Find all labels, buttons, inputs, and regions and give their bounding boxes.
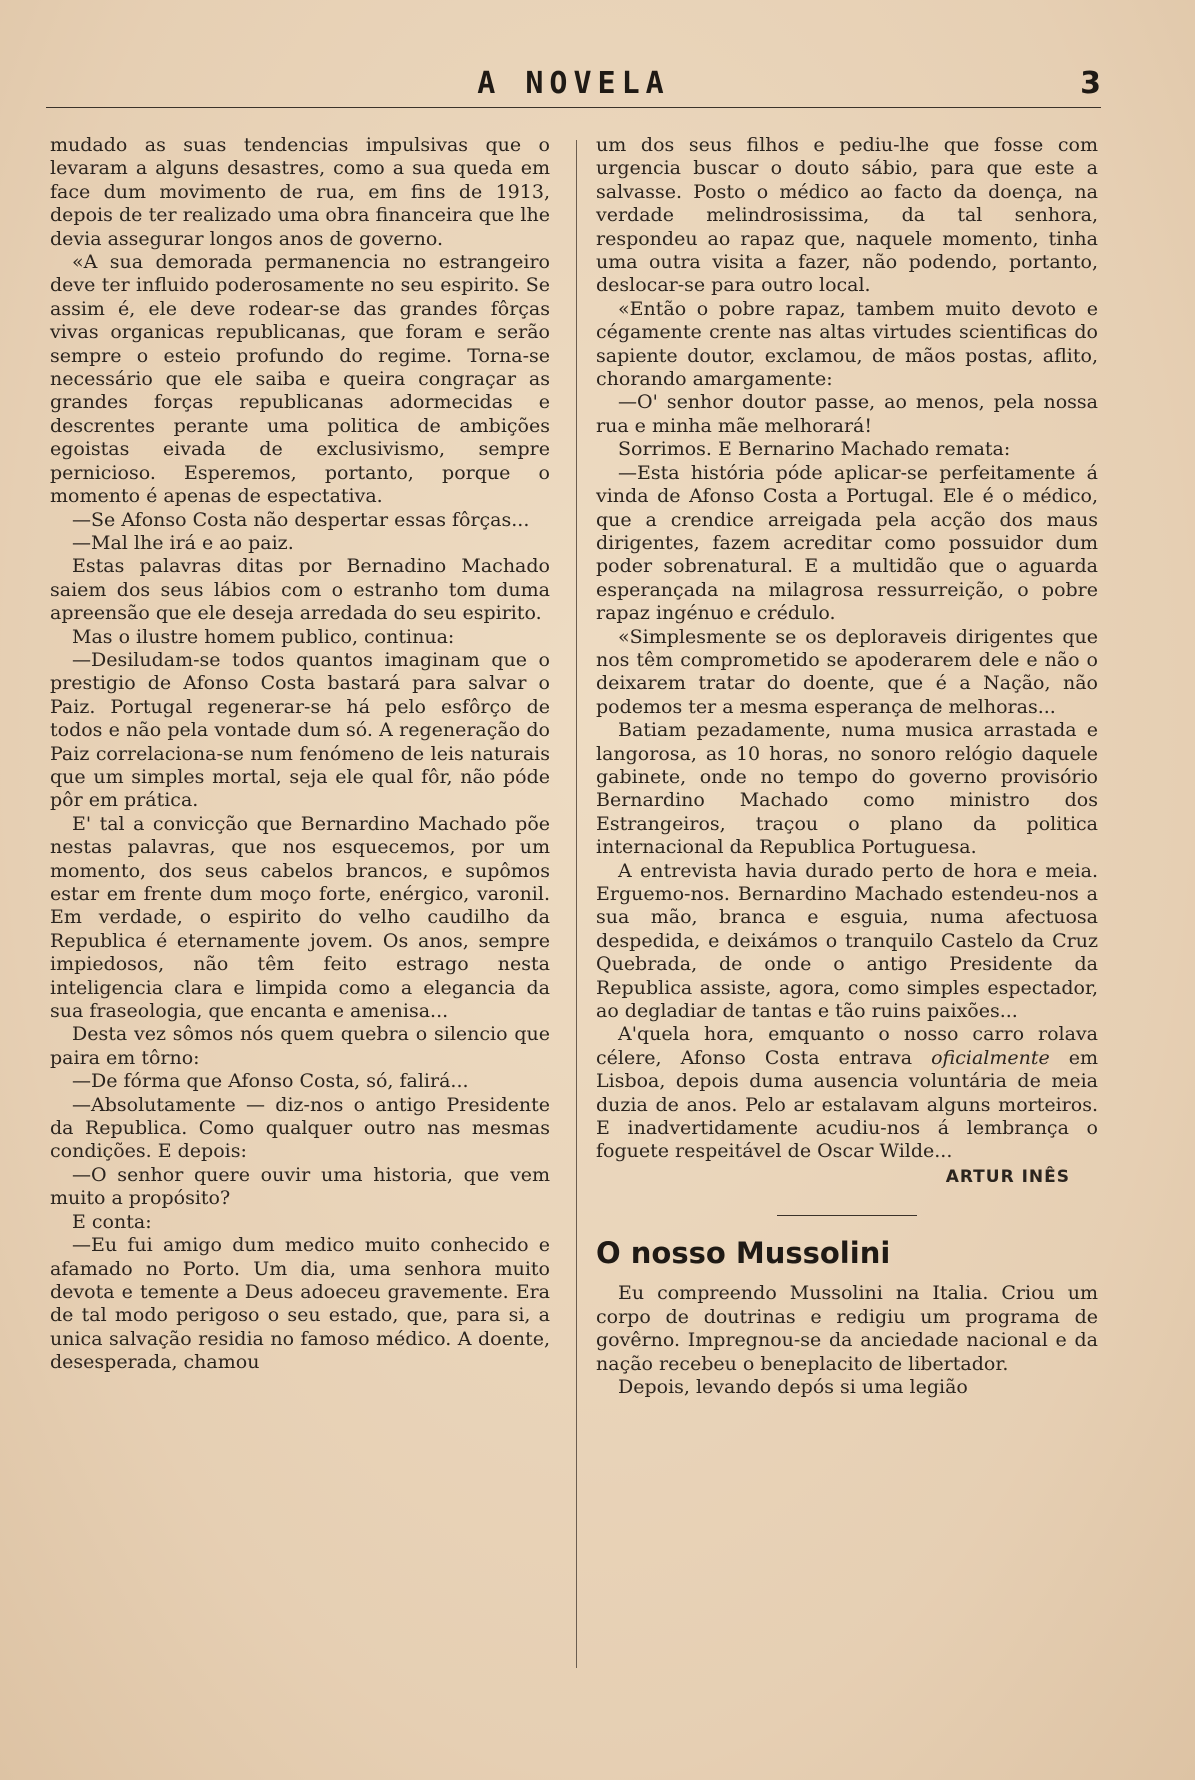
paragraph: Mas o ilustre homem publico, continua: (72, 625, 455, 648)
paragraph: E' tal a convicção que Bernardino Machado põe nestas palavras, que nos esquecemos, por um momento, dos seus cabelos brancos, e supômos estar em frente dum moço forte, enérgico, varonil. Em verdade, o espirito do velho caudilho da Republica é eternamente jovem. Os anos, sempre impiedosos, não têm feito estrago nesta inteligencia clara e limpida como a elegancia da sua fraseologia, que encanta e amenisa... (50, 812, 550, 1023)
right-column (596, 134, 1098, 1399)
paragraph: —Desiludam-se todos quantos imaginam que o prestigio de Afonso Costa bastará para salvar o Paiz. Portugal regenerar-se há pelo esfôrço de todos e não pela vontade dum só. A regeneração do Paiz correlaciona-se num fenómeno de leis naturais que um simples mortal, seja ele qual fôr, não póde pôr em prática. (50, 648, 550, 812)
page-header (46, 66, 1101, 106)
paragraph: Eu compreendo Mussolini na Italia. Criou um corpo de doutrinas e redigiu um programa de govêrno. Impregnou-se da anciedade nacional e da nação recebeu o beneplacito de libertador. (596, 1282, 1098, 1375)
paragraph: Estas palavras ditas por Bernadino Machado saiem dos seus lábios com o estranho tom duma apreensão que ele deseja arredada do seu espirito. (50, 555, 550, 625)
section-title: O nosso Mussolini (596, 1236, 891, 1271)
section-separator (777, 1215, 917, 1216)
paragraph: «A sua demorada permanencia no estrangeiro deve ter influido poderosamente no seu espirito. Se assim é, ele deve rodear-se das grandes fôrças vivas organicas republicanas, que foram e serão sempre o esteio profundo do regime. Torna-se necessário que ele saiba e queira congraçar as grandes forças republicanas adormecidas e descrentes perante uma politica de ambições egoistas eivada de exclusivismo, sempre pernicioso. Esperemos, portanto, porque o momento é apenas de espectativa. (50, 251, 550, 508)
paragraph: —Esta história póde aplicar-se perfeitamente á vinda de Afonso Costa a Portugal. Ele é o médico, que a crendice arreigada pela acção dos maus dirigentes, fazem acreditar como possuidor dum poder sobrenatural. E a multidão que o aguarda esperançada na milagrosa ressurreição, o pobre rapaz ingénuo e crédulo. (596, 461, 1098, 625)
left-column (50, 134, 550, 1375)
paragraph: —De fórma que Afonso Costa, só, falirá... (72, 1070, 469, 1093)
author-signature: ARTUR INÊS (945, 1166, 1070, 1187)
paragraph: «Simplesmente se os deploraveis dirigentes que nos têm comprometido se apoderarem dele e não o deixarem tratar do doente, que é a Nação, não podemos ter a mesma esperança de melhoras... (596, 625, 1098, 718)
header-rule (46, 107, 1101, 108)
paragraph: Sorrimos. E Bernarino Machado remata: (618, 438, 1011, 461)
paragraph: Batiam pezadamente, numa musica arrastada e langorosa, as 10 horas, no sonoro relógio daquele gabinete, onde no tempo do governo provisório Bernardino Machado como ministro dos Estrangeiros, traçou o plano da politica internacional da Republica Portuguesa. (596, 719, 1098, 859)
page-number: 3 (1080, 66, 1101, 101)
paragraph: —O senhor quere ouvir uma historia, que vem muito a propósito? (50, 1163, 550, 1210)
text-run: A'quela hora, emquanto o nosso carro rolava célere, Afonso Costa entrava (596, 1023, 1098, 1069)
paragraph: —O' senhor doutor passe, ao menos, pela nossa rua e minha mãe melhorará! (596, 391, 1098, 437)
paragraph: E conta: (72, 1210, 152, 1233)
italic-text: oficialmente (931, 1046, 1050, 1069)
paragraph: —Mal lhe irá e ao paiz. (72, 531, 294, 554)
paragraph (596, 1023, 1098, 1163)
text-run: em Lisboa, depois duma ausencia voluntária de meia duzia de anos. Pelo ar estalavam alguns morteiros. E inadvertidamente acudiu-nos á lembrança o foguete respeitável de Oscar Wilde... (596, 1046, 1098, 1163)
paragraph: —Absolutamente — diz-nos o antigo Presidente da Republica. Como qualquer outro nas mesmas condições. E depois: (50, 1093, 550, 1163)
masthead: A NOVELA (477, 66, 670, 101)
paragraph: A entrevista havia durado perto de hora e meia. Erguemo-nos. Bernardino Machado estendeu-nos a sua mão, branca e esguia, numa afectuosa despedida, e deixámos o tranquilo Castelo da Cruz Quebrada, de onde o antigo Presidente da Republica assiste, agora, como simples espectador, ao degladiar de tantas e tão ruins paixões... (596, 859, 1098, 1023)
paragraph: «Então o pobre rapaz, tambem muito devoto e cégamente crente nas altas virtudes scientificas do sapiente doutor, exclamou, de mãos postas, aflito, chorando amargamente: (596, 297, 1098, 391)
paragraph: Depois, levando depós si uma legião (618, 1375, 968, 1398)
column-divider (576, 140, 577, 1668)
paragraph: um dos seus filhos e pediu-lhe que fosse com urgencia buscar o douto sábio, para que este a salvasse. Posto o médico ao facto da doença, na verdade melindrosissima, da tal senhora, respondeu ao rapaz que, naquele momento, tinha uma outra visita a fazer, não podendo, portanto, deslocar-se para outro local. (596, 134, 1098, 297)
paragraph: —Eu fui amigo dum medico muito conhecido e afamado no Porto. Um dia, uma senhora muito devota e temente a Deus adoeceu gravemente. Era de tal modo perigoso o seu estado, que, para si, a unica salvação residia no famoso médico. A doente, desesperada, chamou (50, 1234, 550, 1374)
paragraph: Desta vez sômos nós quem quebra o silencio que paira em tôrno: (50, 1023, 550, 1069)
paragraph: mudado as suas tendencias impulsivas que o levaram a alguns desastres, como a sua queda em face dum movimento de rua, em fins de 1913, depois de ter realizado uma obra financeira que lhe devia assegurar longos anos de governo. (50, 134, 550, 250)
paragraph: —Se Afonso Costa não despertar essas fôrças... (72, 508, 530, 531)
